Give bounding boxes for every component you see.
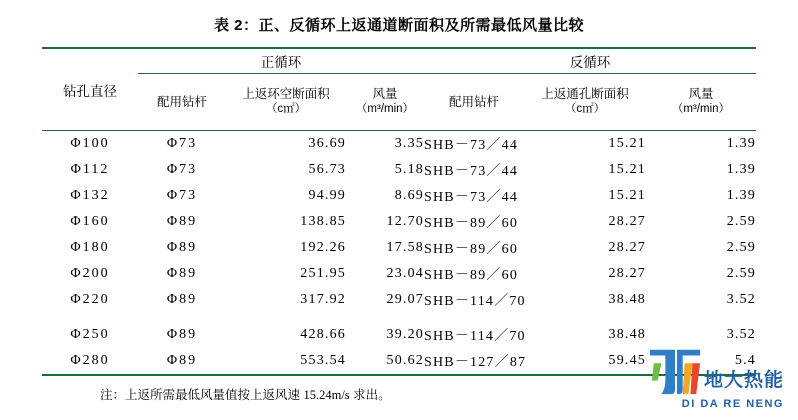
cell-airflow-reverse: 3.52 [726,327,756,342]
cell-diameter: Φ112 [70,162,110,177]
cell-rod-reverse: SHB－73／44 [424,131,524,158]
cell-diameter: Φ200 [70,266,110,281]
cell-rod-forward: Φ73 [166,162,198,177]
cell-area-reverse: 59.45 [524,348,646,375]
header-airflow-forward-main: 风量 [372,87,398,101]
cell-rod-forward: Φ89 [166,292,198,307]
logo-text-cn: 地大热能 [703,370,784,391]
note-suffix: 求出。 [349,388,391,402]
header-airflow-forward [346,74,424,131]
cell-rod-forward: Φ73 [166,188,198,203]
header-airflow-reverse-main: 风量 [688,87,714,101]
cell-rod-forward: Φ89 [138,348,226,375]
cell-airflow-reverse: 1.39 [646,131,756,158]
cell-area-reverse: 15.21 [524,131,646,158]
header-rod-forward-main: 配用钻杆 [156,94,207,109]
cell-airflow-reverse: 3.52 [726,292,756,307]
cell-airflow-forward: 17.58 [386,240,424,255]
cell-airflow-forward: 3.35 [346,131,424,158]
header-area-reverse [524,74,646,131]
cell-airflow-reverse: 2.59 [726,240,756,255]
table-column-header-row [42,74,756,131]
cell-rod-forward: Φ73 [138,131,226,158]
table-row [42,183,756,209]
cell-rod-reverse: SHB－73／44 [424,190,519,205]
header-area-forward-main: 上返环空断面积 [242,87,330,101]
cell-airflow-forward: 5.18 [394,162,424,177]
cell-rod-forward: Φ89 [166,214,198,229]
cell-area-reverse: 15.21 [608,188,646,203]
cell-airflow-forward: 39.20 [386,327,424,342]
table-row [42,287,756,313]
cell-area-forward: 428.66 [300,327,346,342]
cell-area-reverse: 15.21 [608,162,646,177]
cell-diameter: Φ132 [70,188,110,203]
cell-rod-reverse: SHB－89／60 [424,216,519,231]
logo-mark-icon [646,342,704,398]
cell-airflow-forward: 23.04 [386,266,424,281]
cell-area-forward: 36.69 [226,131,346,158]
header-rod-forward [138,74,226,131]
cell-area-forward: 94.99 [308,188,346,203]
cell-area-reverse: 28.27 [608,266,646,281]
group-header-reverse-circulation: 反循环 [424,48,756,74]
header-area-forward-unit: （c㎡） [265,103,307,115]
table-row [42,261,756,287]
cell-diameter: Φ160 [70,214,110,229]
cell-airflow-reverse: 1.39 [726,188,756,203]
cell-rod-reverse: SHB－89／60 [424,242,519,257]
cell-airflow-forward: 12.70 [386,214,424,229]
cell-area-forward: 192.26 [300,240,346,255]
table-group-header-row [42,48,756,74]
cell-rod-forward: Φ89 [166,266,198,281]
cell-rod-reverse: SHB－127／87 [424,348,524,375]
logo-text-en: DI DA RE NENG [681,398,784,410]
cell-rod-reverse: SHB－89／60 [424,268,519,283]
cell-rod-forward: Φ89 [166,327,198,342]
header-drill-diameter: 钻孔直径 [42,48,138,131]
cell-area-forward: 553.54 [226,348,346,375]
cell-diameter: Φ180 [70,240,110,255]
cell-airflow-reverse: 2.59 [726,266,756,281]
header-airflow-reverse-unit: （m³/min） [671,103,731,115]
table-row [42,209,756,235]
cell-rod-forward: Φ89 [166,240,198,255]
cell-rod-reverse: SHB－114／70 [424,329,526,344]
header-airflow-forward-unit: （m³/min） [355,103,415,115]
cell-airflow-reverse: 2.59 [726,214,756,229]
table-row [42,157,756,183]
table-row [42,131,756,158]
cell-area-reverse: 28.27 [608,240,646,255]
cell-airflow-forward: 29.07 [386,292,424,307]
header-airflow-reverse [646,74,756,131]
table-row-spacer [42,313,756,322]
cell-airflow-forward: 50.62 [346,348,424,375]
cell-diameter: Φ100 [42,131,138,158]
group-header-forward-circulation: 正循环 [138,48,424,74]
cell-airflow-reverse: 5.4 [646,348,756,375]
comparison-table [42,47,756,376]
note-unit: m/s [331,388,350,402]
cell-area-forward: 317.92 [300,292,346,307]
cell-diameter: Φ220 [70,292,110,307]
cell-area-forward: 56.73 [308,162,346,177]
header-rod-reverse-main: 配用钻杆 [448,94,499,109]
cell-rod-reverse: SHB－73／44 [424,164,519,179]
header-area-reverse-main: 上返通孔断面积 [541,87,629,101]
cell-rod-reverse: SHB－114／70 [424,294,526,309]
cell-airflow-reverse: 1.39 [726,162,756,177]
cell-area-reverse: 38.48 [608,292,646,307]
cell-area-forward: 138.85 [300,214,346,229]
table-caption: 表 2：正、反循环上返通道断面积及所需最低风量比较 [213,17,584,34]
header-rod-reverse [424,74,524,131]
header-area-reverse-unit: （c㎡） [564,103,606,115]
table-row [42,235,756,261]
note-value: 15.24 [303,388,332,402]
watermark-logo [640,344,790,416]
cell-diameter: Φ250 [70,327,110,342]
cell-diameter: Φ280 [42,348,138,375]
note-prefix: 注：上返所需最低风量值按上返风速 [100,388,304,402]
cell-area-reverse: 28.27 [608,214,646,229]
cell-area-reverse: 38.48 [608,327,646,342]
header-area-forward [226,74,346,131]
cell-area-forward: 251.95 [300,266,346,281]
cell-airflow-forward: 8.69 [394,188,424,203]
